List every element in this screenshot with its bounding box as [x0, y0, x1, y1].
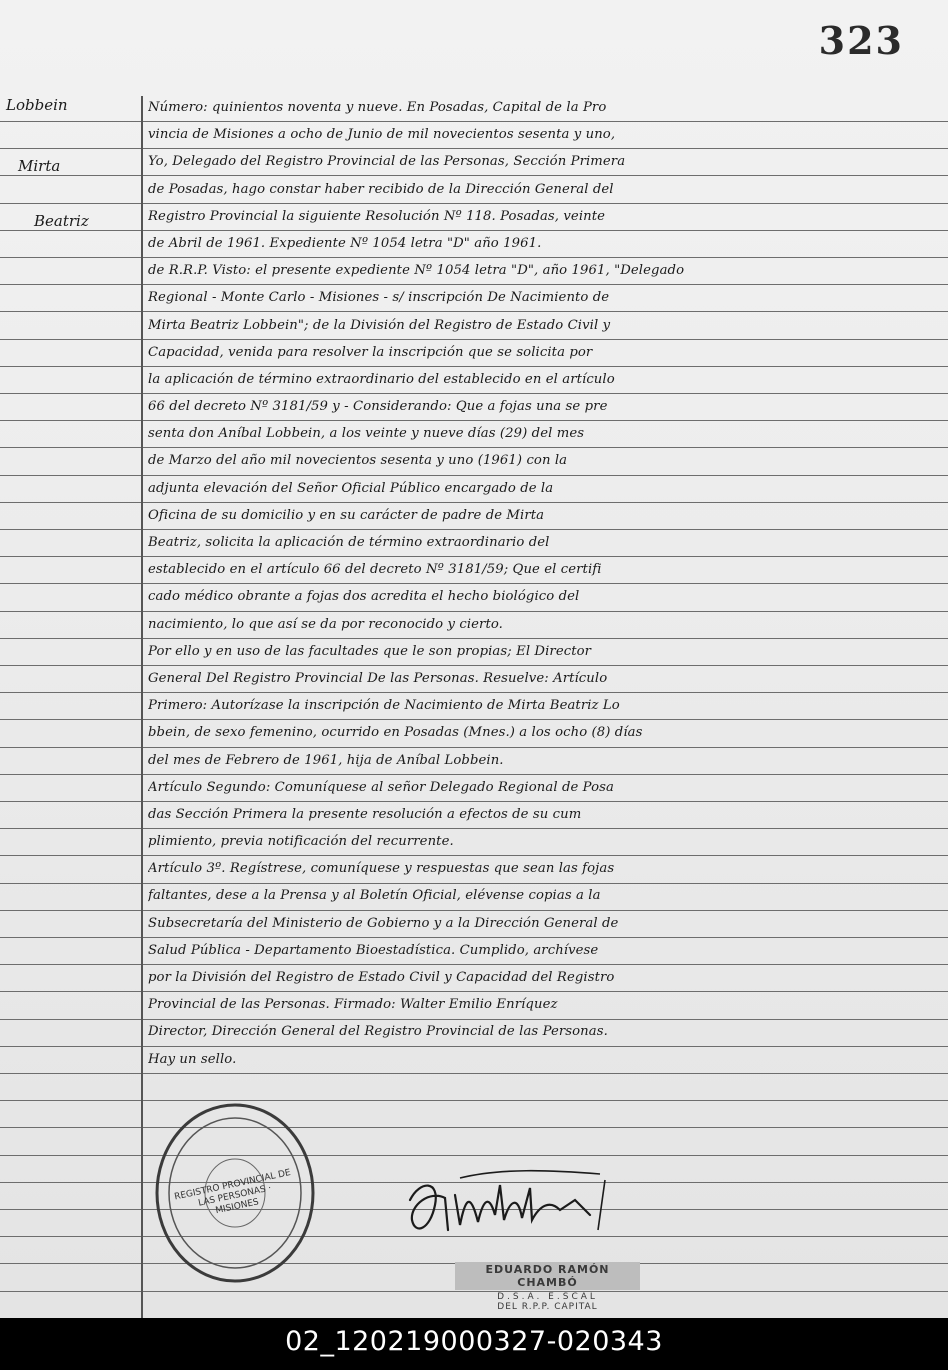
body-line: senta don Aníbal Lobbein, a los veinte y nueve días (29) del mes: [148, 426, 585, 442]
body-line: Capacidad, venida para resolver la inscripción que se solicita por: [148, 344, 593, 360]
body-line: Regional - Monte Carlo - Misiones - s/ inscripción De Nacimiento de: [148, 290, 610, 306]
footer-code: 02_120219000327-020343: [0, 1318, 948, 1370]
body-line: nacimiento, lo que así se da por reconocido y cierto.: [148, 616, 503, 632]
body-line: Yo, Delegado del Registro Provincial de las Personas, Sección Primera: [148, 154, 626, 170]
margin-surname: Lobbein: [6, 96, 68, 114]
stamp-name: EDUARDO RAMÓN CHAMBÓ: [455, 1262, 640, 1290]
body-line: por la División del Registro de Estado Civil y Capacidad del Registro: [148, 970, 615, 985]
margin-second-name: Beatriz: [34, 212, 89, 230]
body-line: Artículo Segundo: Comuníquese al señor Delegado Regional de Posa: [148, 779, 614, 795]
seal-inscription: REGISTRO PROVINCIAL DE LAS PERSONAS · MISIONES: [173, 1168, 292, 1217]
body-line: adjunta elevación del Señor Oficial Público encargado de la: [148, 480, 554, 496]
margin-first-name: Mirta: [18, 157, 61, 175]
stamp-place: DEL R.P.P. CAPITAL: [497, 1302, 598, 1312]
body-line: de Marzo del año mil novecientos sesenta y uno (1961) con la: [148, 453, 568, 469]
body-line: Por ello y en uso de las facultades que le son propias; El Director: [148, 643, 592, 659]
body-line: 66 del decreto Nº 3181/59 y - Considerando: Que a fojas una se pre: [148, 399, 608, 415]
body-line: plimiento, previa notificación del recurrente.: [148, 834, 454, 850]
body-line: Oficina de su domicilio y en su carácter de padre de Mirta: [148, 507, 545, 523]
body-line: de Abril de 1961. Expediente Nº 1054 letra "D" año 1961.: [148, 235, 542, 251]
body-line: Hay un sello.: [148, 1051, 237, 1067]
body-line: Director, Dirección General del Registro Provincial de las Personas.: [148, 1024, 608, 1040]
stamp-role: D.S.A. E.SCAL: [497, 1292, 598, 1302]
body-line: Primero: Autorízase la inscripción de Nacimiento de Mirta Beatriz Lo: [148, 698, 620, 714]
handwritten-signature: [400, 1160, 620, 1250]
body-line: establecido en el artículo 66 del decreto Nº 3181/59; Que el certifi: [148, 562, 602, 578]
body-line: das Sección Primera la presente resolución a efectos de su cum: [148, 806, 582, 822]
body-line: Registro Provincial la siguiente Resolución Nº 118. Posadas, veinte: [148, 208, 606, 224]
body-line: Beatriz, solicita la aplicación de término extraordinario del: [148, 535, 550, 550]
body-line: del mes de Febrero de 1961, hija de Aníbal Lobbein.: [148, 752, 504, 768]
officer-stamp: [455, 1262, 640, 1312]
handwritten-body: [148, 94, 914, 1073]
page-number: 323: [818, 18, 904, 63]
body-line: Número: quinientos noventa y nueve. En Posadas, Capital de la Pro: [148, 100, 607, 115]
body-line: Salud Pública - Departamento Bioestadística. Cumplido, archívese: [148, 942, 599, 958]
body-line: Subsecretaría del Ministerio de Gobierno y a la Dirección General de: [148, 915, 619, 931]
body-line: la aplicación de término extraordinario del establecido en el artículo: [148, 371, 615, 387]
body-line: Artículo 3º. Regístrese, comuníquese y respuestas que sean las fojas: [148, 861, 615, 877]
body-line: cado médico obrante a fojas dos acredita el hecho biológico del: [148, 589, 580, 605]
body-line: de R.R.P. Visto: el presente expediente Nº 1054 letra "D", año 1961, "Delegado: [148, 263, 685, 279]
body-line: Provincial de las Personas. Firmado: Walter Emilio Enríquez: [148, 997, 558, 1013]
margin-line: [141, 96, 143, 1318]
body-line: bbein, de sexo femenino, ocurrido en Posadas (Mnes.) a los ocho (8) días: [148, 725, 643, 741]
body-line: General Del Registro Provincial De las Personas. Resuelve: Artículo: [148, 670, 608, 686]
body-line: Mirta Beatriz Lobbein"; de la División del Registro de Estado Civil y: [148, 317, 611, 333]
body-line: vincia de Misiones a ocho de Junio de mil novecientos sesenta y uno,: [148, 127, 616, 143]
body-line: de Posadas, hago constar haber recibido de la Dirección General del: [148, 181, 614, 197]
body-line: faltantes, dese a la Prensa y al Boletín Oficial, elévense copias a la: [148, 888, 601, 904]
